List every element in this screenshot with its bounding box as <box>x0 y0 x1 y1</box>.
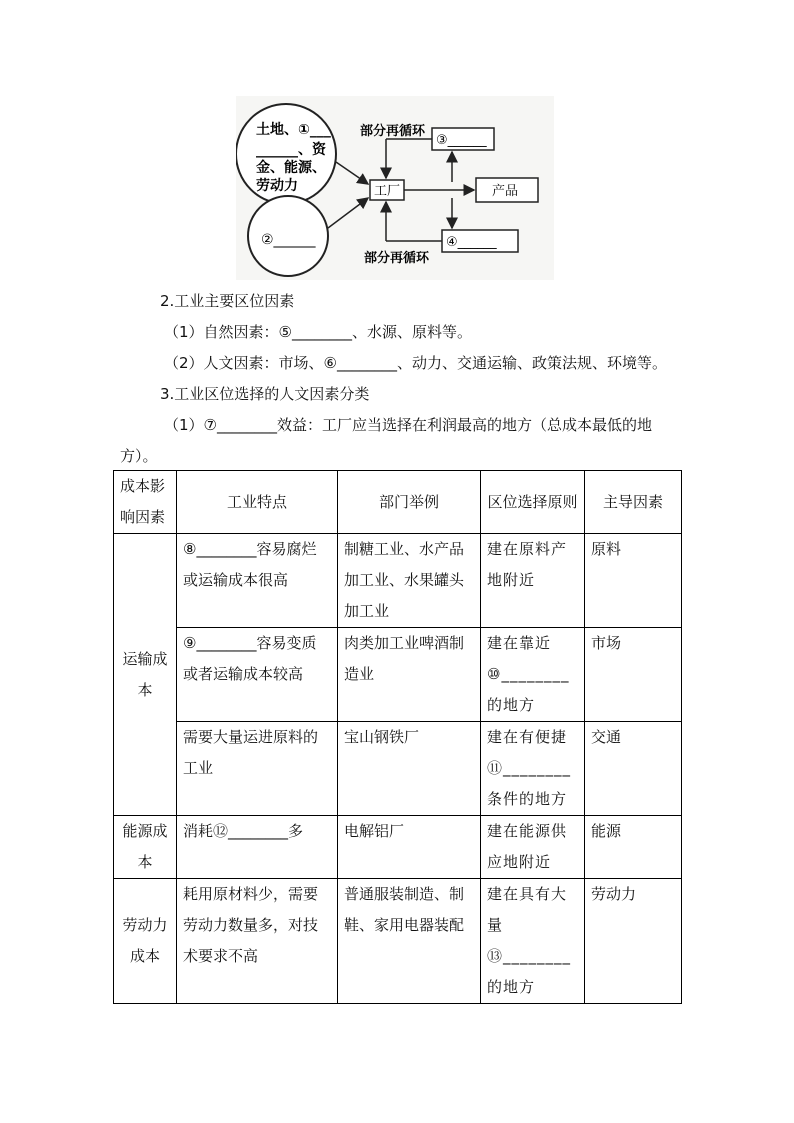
header-example: 部门举例 <box>338 471 481 534</box>
cell-feature: ⑧________容易腐烂或运输成本很高 <box>177 534 338 628</box>
paragraph-natural-factors: （1）自然因素：⑤________、水源、原料等。 <box>164 323 472 341</box>
group-transport-cost: 运输成本 <box>114 534 177 816</box>
cell-factor: 能源 <box>585 816 682 879</box>
paragraph-benefit-line1: （1）⑦________效益：工厂应当选择在利润最高的地方（总成本最低的地 <box>164 416 652 434</box>
input2-label: ②______ <box>261 232 316 248</box>
header-principle: 区位选择原则 <box>481 471 585 534</box>
cell-feature: 耗用原材料少，需要劳动力数量多，对技术要求不高 <box>177 879 338 1004</box>
table-header-row <box>114 471 682 534</box>
header-cost-factor: 成本影响因素 <box>114 471 177 534</box>
product-label: 产品 <box>492 184 519 199</box>
section-heading-2: 2.工业主要区位因素 <box>160 292 295 310</box>
header-feature: 工业特点 <box>177 471 338 534</box>
cell-principle: 建在有便捷⑪________条件的地方 <box>481 722 585 816</box>
cell-example: 肉类加工业啤酒制造业 <box>338 628 481 722</box>
cell-example: 普通服装制造、制鞋、家用电器装配 <box>338 879 481 1004</box>
paragraph-human-factors: （2）人文因素：市场、⑥________、动力、交通运输、政策法规、环境等。 <box>164 354 667 372</box>
group-energy-cost: 能源成本 <box>114 816 177 879</box>
section-heading-3: 3.工业区位选择的人文因素分类 <box>160 385 370 403</box>
cell-example: 宝山钢铁厂 <box>338 722 481 816</box>
flow-diagram-svg <box>236 96 554 280</box>
cell-feature: ⑨________容易变质或者运输成本较高 <box>177 628 338 722</box>
group-labor-cost: 劳动力成本 <box>114 879 177 1004</box>
paragraph-benefit-line2: 方）。 <box>120 447 158 465</box>
table-row <box>114 534 682 628</box>
header-leading-factor: 主导因素 <box>585 471 682 534</box>
cell-principle: 建在能源供应地附近 <box>481 816 585 879</box>
recycle-bottom-label: 部分再循环 <box>364 251 430 266</box>
inputs-label-2: ______、资 <box>256 142 326 158</box>
cell-example: 电解铝厂 <box>338 816 481 879</box>
table-row <box>114 722 682 816</box>
cell-factor: 交通 <box>585 722 682 816</box>
cell-example: 制糖工业、水产品加工业、水果罐头加工业 <box>338 534 481 628</box>
table-row <box>114 879 682 1004</box>
cell-factor: 劳动力 <box>585 879 682 1004</box>
inputs-label-3: 金、能源、 <box>256 160 326 176</box>
factory-label: 工厂 <box>374 184 401 199</box>
cell-factor: 原料 <box>585 534 682 628</box>
cell-principle: 建在靠近⑩________的地方 <box>481 628 585 722</box>
cost-factor-table <box>113 470 682 1004</box>
waste-top-label: ③______ <box>436 133 487 148</box>
cell-principle: 建在原料产地附近 <box>481 534 585 628</box>
inputs-label-1: 土地、①___ <box>256 122 331 138</box>
cell-principle: 建在具有大量⑬________的地方 <box>481 879 585 1004</box>
recycle-top-label: 部分再循环 <box>360 124 426 139</box>
waste-bottom-label: ④______ <box>446 235 497 250</box>
inputs-label-4: 劳动力 <box>256 178 298 194</box>
cell-factor: 市场 <box>585 628 682 722</box>
cell-feature: 消耗⑫________多 <box>177 816 338 879</box>
cell-feature: 需要大量运进原料的工业 <box>177 722 338 816</box>
industry-flow-diagram <box>236 96 554 280</box>
table-row <box>114 628 682 722</box>
table-row <box>114 816 682 879</box>
